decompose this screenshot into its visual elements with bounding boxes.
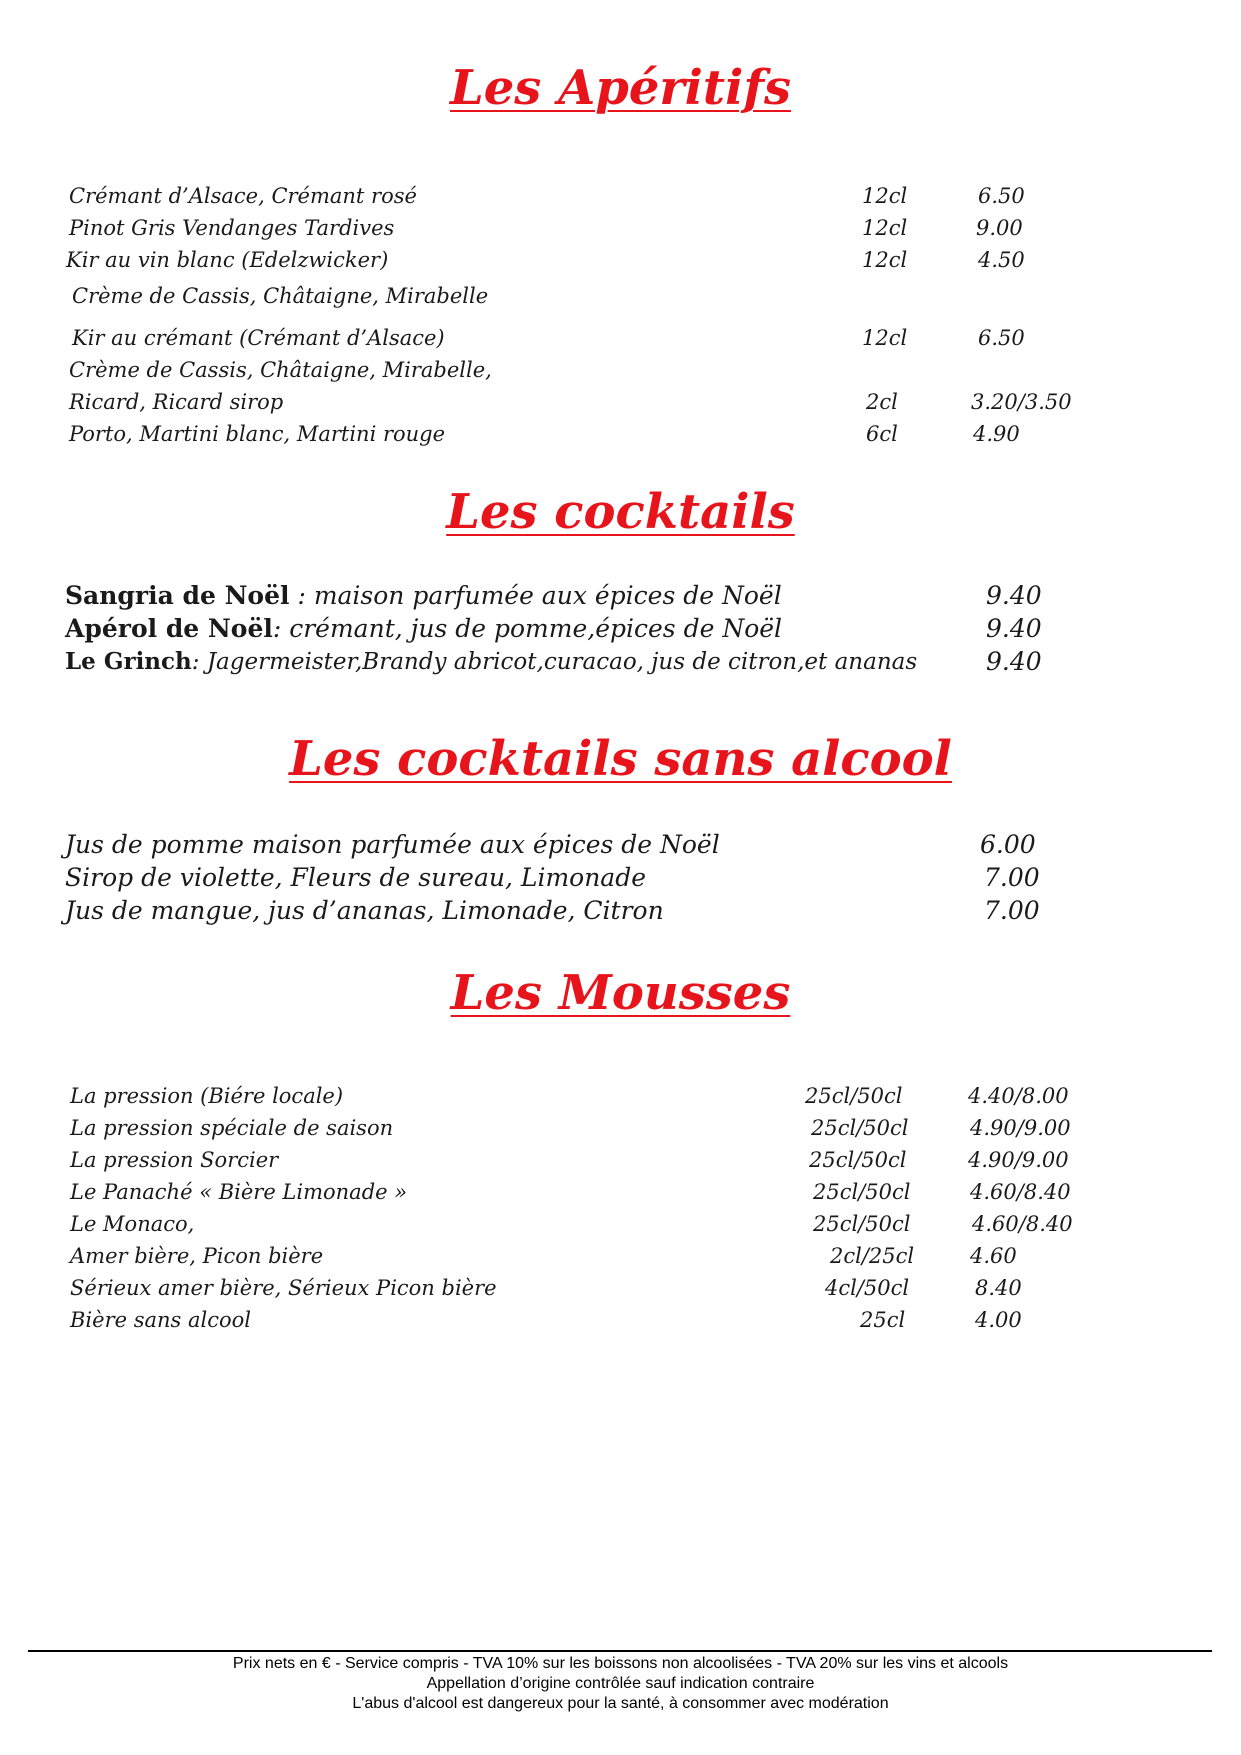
item-volume: 12cl <box>862 248 908 272</box>
item-price: 9.40 <box>986 647 1042 676</box>
item-volume: 6cl <box>866 422 898 446</box>
menu-item <box>0 419 1241 453</box>
cocktail-name: Le Grinch <box>65 648 192 675</box>
item-price: 6.00 <box>980 830 1036 859</box>
item-name: Crème de Cassis, Châtaigne, Mirabelle, <box>69 358 492 382</box>
menu-item <box>0 612 1241 646</box>
item-name <box>65 612 782 646</box>
footer-divider <box>28 1650 1212 1652</box>
item-name: Porto, Martini blanc, Martini rouge <box>69 422 446 446</box>
menu-item <box>0 828 1241 862</box>
footer-health-warning: L'abus d'alcool est dangereux pour la santé, à consommer avec modération <box>352 1695 889 1712</box>
item-volume: 25cl/50cl <box>809 1148 907 1172</box>
menu-item <box>0 1241 1241 1275</box>
mousses-heading <box>0 965 1241 1021</box>
menu-item <box>0 245 1241 279</box>
item-name: Le Panaché « Bière Limonade » <box>70 1180 408 1204</box>
item-price: 4.90/9.00 <box>970 1116 1071 1140</box>
menu-item <box>0 213 1241 247</box>
menu-item <box>0 645 1241 679</box>
item-price: 8.40 <box>975 1276 1022 1300</box>
sans-alcool-title: Les cocktails sans alcool <box>289 731 952 787</box>
item-name: Crémant d’Alsace, Crémant rosé <box>69 184 417 208</box>
item-price: 9.40 <box>986 581 1042 610</box>
item-price: 4.60 <box>970 1244 1017 1268</box>
menu-item <box>0 355 1241 389</box>
item-price: 7.00 <box>984 896 1040 925</box>
sans-alcool-heading <box>0 731 1241 787</box>
menu-item <box>0 1113 1241 1147</box>
footer-appellation-note: Appellation d’origine contrôlée sauf indication contraire <box>426 1675 815 1692</box>
cocktails-heading <box>0 484 1241 540</box>
item-volume: 25cl/50cl <box>805 1084 903 1108</box>
item-price: 4.60/8.40 <box>970 1180 1071 1204</box>
item-price: 7.00 <box>984 863 1040 892</box>
menu-item <box>0 861 1241 895</box>
cocktail-name: Apérol de Noël <box>65 614 273 643</box>
item-name: Kir au crémant (Crémant d’Alsace) <box>72 326 445 350</box>
menu-item <box>0 1305 1241 1339</box>
aperitifs-title: Les Apéritifs <box>450 60 791 116</box>
item-volume: 12cl <box>862 184 908 208</box>
menu-item <box>0 1177 1241 1211</box>
item-name <box>65 579 782 613</box>
menu-item <box>0 387 1241 421</box>
menu-item <box>0 894 1241 928</box>
menu-item <box>0 281 1241 315</box>
item-name: Jus de mangue, jus d’ananas, Limonade, Citron <box>65 896 664 925</box>
item-price: 9.40 <box>986 614 1042 643</box>
item-name: La pression (Biére locale) <box>70 1084 344 1108</box>
item-price: 6.50 <box>978 184 1025 208</box>
footer-pricing-note: Prix nets en € - Service compris - TVA 10% sur les boissons non alcoolisées - TVA 20% sur les vins et alcools <box>232 1655 1009 1672</box>
menu-item <box>0 1273 1241 1307</box>
item-name: Ricard, Ricard sirop <box>69 390 284 414</box>
cocktail-description: : Jagermeister,Brandy abricot,curacao, jus de citron,et ananas <box>191 649 918 675</box>
mousses-title: Les Mousses <box>450 965 791 1021</box>
item-volume: 2cl <box>866 390 898 414</box>
item-name: Sérieux amer bière, Sérieux Picon bière <box>70 1276 497 1300</box>
item-price: 3.20/3.50 <box>971 390 1072 414</box>
item-name: La pression Sorcier <box>70 1148 279 1172</box>
item-name: Kir au vin blanc (Edelzwicker) <box>66 248 389 272</box>
item-price: 4.60/8.40 <box>972 1212 1073 1236</box>
item-price: 4.50 <box>978 248 1025 272</box>
item-name <box>65 645 917 679</box>
item-volume: 2cl/25cl <box>830 1244 915 1268</box>
item-volume: 12cl <box>862 326 908 350</box>
item-volume: 25cl/50cl <box>811 1116 909 1140</box>
item-volume: 25cl/50cl <box>813 1212 911 1236</box>
item-price: 6.50 <box>978 326 1025 350</box>
menu-item <box>0 1209 1241 1243</box>
cocktail-name: Sangria de Noël <box>65 581 290 610</box>
item-volume: 4cl/50cl <box>825 1276 910 1300</box>
item-name: Le Monaco, <box>70 1212 195 1236</box>
cocktail-description: : crémant, jus de pomme,épices de Noël <box>272 614 783 643</box>
item-name: Amer bière, Picon bière <box>70 1244 324 1268</box>
cocktails-title: Les cocktails <box>446 484 795 540</box>
item-name: Sirop de violette, Fleurs de sureau, Limonade <box>65 863 647 892</box>
item-price: 4.90 <box>973 422 1020 446</box>
item-name: Crème de Cassis, Châtaigne, Mirabelle <box>72 284 489 308</box>
item-volume: 25cl/50cl <box>813 1180 911 1204</box>
item-price: 4.00 <box>975 1308 1022 1332</box>
aperitifs-heading <box>0 60 1241 116</box>
item-name: Bière sans alcool <box>70 1308 251 1332</box>
item-name: Jus de pomme maison parfumée aux épices de Noël <box>65 830 720 859</box>
menu-item <box>0 1145 1241 1179</box>
cocktail-description: : maison parfumée aux épices de Noël <box>289 581 782 610</box>
item-price: 4.40/8.00 <box>968 1084 1069 1108</box>
menu-item <box>0 1081 1241 1115</box>
menu-item <box>0 579 1241 613</box>
item-name: La pression spéciale de saison <box>70 1116 394 1140</box>
menu-item <box>0 181 1241 215</box>
item-volume: 12cl <box>862 216 908 240</box>
item-price: 4.90/9.00 <box>968 1148 1069 1172</box>
footer <box>0 1654 1241 1714</box>
item-volume: 25cl <box>860 1308 906 1332</box>
item-price: 9.00 <box>976 216 1023 240</box>
menu-item <box>0 323 1241 357</box>
item-name: Pinot Gris Vendanges Tardives <box>69 216 395 240</box>
